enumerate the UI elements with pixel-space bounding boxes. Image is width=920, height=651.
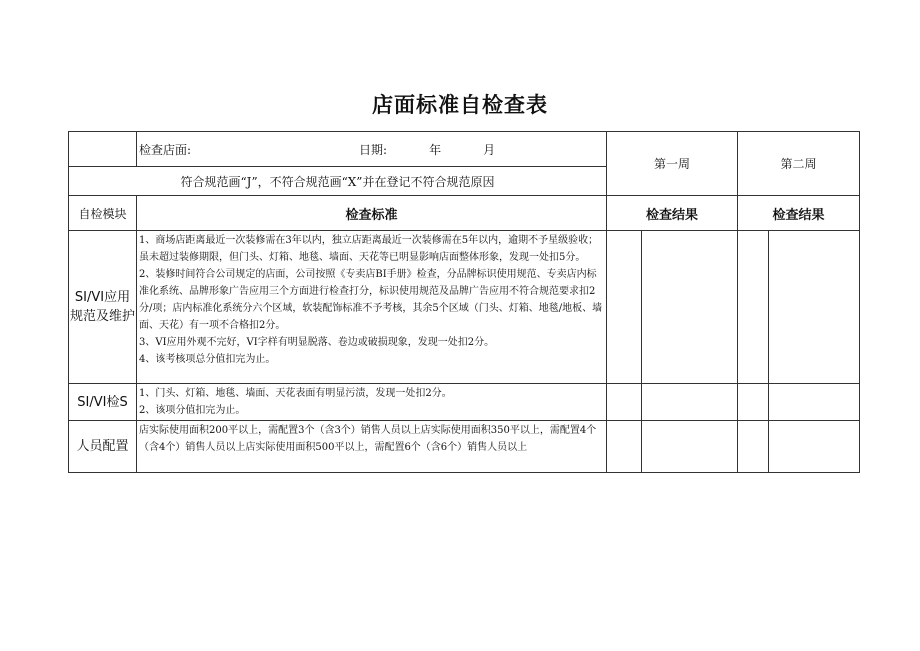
week2-note-cell[interactable] xyxy=(769,384,860,421)
week1-mark-cell[interactable] xyxy=(607,421,642,473)
table-row xyxy=(69,231,860,384)
criteria-cell xyxy=(137,421,607,473)
date-label: 日期: xyxy=(359,142,388,157)
table-row xyxy=(69,384,860,421)
week2-header: 第二周 xyxy=(738,132,860,196)
criteria-line: 1、门头、灯箱、地毯、墙面、天花表面有明显污渍，发现一处扣2分。 xyxy=(139,388,452,399)
criteria-line: 2、该项分值扣完为止。 xyxy=(139,405,246,416)
criteria-line: 2、装修时间符合公司规定的店面，公司按照《专卖店BI手册》检查，分品牌标识使用规范、专卖店内标准化系统、品牌形象广告应用三个方面进行检查打分，标识使用规范及品牌广告应用不符合规范要求扣2分/项；店内标准化系统分六个区域，软装配饰标准不予考核，其余5个区域（门头、灯箱、地毯/地板、墙面、天花）有一项不合格扣2分。 xyxy=(139,269,603,331)
week1-header: 第一周 xyxy=(607,132,738,196)
week1-note-cell[interactable] xyxy=(642,231,738,384)
module-cell: SI/VI应用规范及维护 xyxy=(69,231,137,384)
week1-mark-cell[interactable] xyxy=(607,384,642,421)
year-label: 年 xyxy=(429,142,442,157)
week2-mark-cell[interactable] xyxy=(738,231,769,384)
criteria-line: 店实际使用面积200平以上，需配置3个（含3个）销售人员以上店实际使用面积350平以上，需配置4个（含4个）销售人员以上店实际使用面积500平以上，需配置6个（含6个）销售人员以上 xyxy=(139,425,597,453)
page-title: 店面标准自检查表 xyxy=(372,93,548,117)
week2-mark-cell[interactable] xyxy=(738,421,769,473)
week2-mark-cell[interactable] xyxy=(738,384,769,421)
store-label: 检查店面: xyxy=(139,142,192,157)
criteria-column-header: 检查标准 xyxy=(137,196,607,231)
criteria-cell xyxy=(137,384,607,421)
blank-corner-cell xyxy=(69,132,137,167)
table-row xyxy=(69,421,860,473)
self-check-table xyxy=(68,131,860,473)
week1-note-cell[interactable] xyxy=(642,384,738,421)
module-cell: 人员配置 xyxy=(69,421,137,473)
criteria-cell xyxy=(137,231,607,384)
rule-note: 符合规范画“J”，不符合规范画“X”并在登记不符合规范原因 xyxy=(69,167,607,196)
week1-note-cell[interactable] xyxy=(642,421,738,473)
week2-note-cell[interactable] xyxy=(769,421,860,473)
result2-column-header: 检查结果 xyxy=(738,196,860,231)
week1-mark-cell[interactable] xyxy=(607,231,642,384)
module-column-header: 自检模块 xyxy=(69,196,137,231)
result1-column-header: 检查结果 xyxy=(607,196,738,231)
criteria-line: 3、VI应用外观不完好，VI字样有明显脱落、卷边或破损现象，发现一处扣2分。 xyxy=(139,337,495,348)
criteria-line: 4、该考核项总分值扣完为止。 xyxy=(139,354,276,365)
week2-note-cell[interactable] xyxy=(769,231,860,384)
month-label: 月 xyxy=(483,142,496,157)
store-date-cell[interactable] xyxy=(137,132,607,167)
criteria-line: 1、商场店距离最近一次装修需在3年以内，独立店距离最近一次装修需在5年以内，逾期不予星级验收；虽未超过装修期限，但门头、灯箱、地毯、墙面、天花等已明显影响店面整体形象，发现一处扣5分。 xyxy=(139,235,599,263)
module-cell: SI/VI检S xyxy=(69,384,137,421)
